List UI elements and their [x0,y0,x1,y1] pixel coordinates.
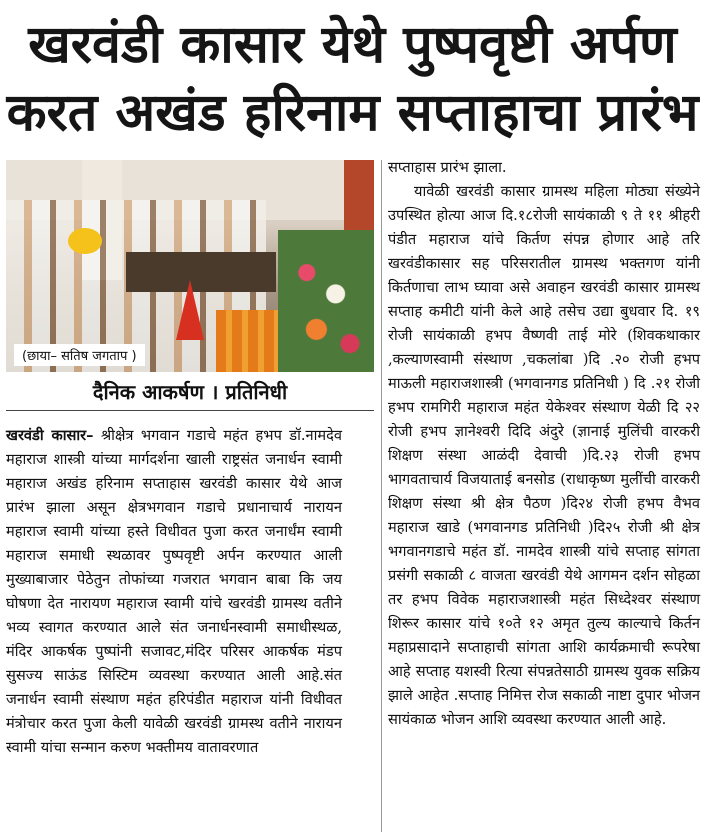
right-column-paragraph-1: सप्ताहास प्रारंभ झाला. [388,159,507,176]
column-divider [381,160,382,832]
news-photo [6,160,374,372]
left-column-paragraph [6,424,342,760]
left-column [6,424,342,760]
right-column [388,156,700,732]
headline-line-2: करत अखंड हरिनाम सप्ताहाचा प्रारंभ [6,83,699,143]
byline: दैनिक आकर्षण । प्रतिनिधी [92,380,288,404]
left-column-body: श्रीक्षेत्र भगवान गडाचे महंत हभप डॉ.नामदेव महाराज शास्त्री यांच्या मार्गदर्शना खाली राष्ट्रसंत जनार्धन स्वामी महाराज अखंड हरिनाम सप्ताहास खरवंडी कासार येथे आज प्रारंभ झाला असून क्षेत्रभगवान गडाचे प्रधानाचार्य नारायन महाराज स्वामी यांच्या हस्ते विधीवत पुजा करत जनार्धंम स्वामी महाराज समाधी स्थळावर पुष्पवृष्टी अर्पन करण्यात आली मुख्याबाजार पेठेतुन तोफांच्या गजरात भगवान बाबा कि जय घोषणा देत नारायण महाराज स्वामी यांचे खरवंडी ग्रामस्थ वतीने भव्य स्वागत करण्यात आले संत जनार्धनस्वामी समाधीस्थळ, मंदिर आकर्षक पुष्पांनी सजावट,मंदिर परिसर आकर्षक मंडप सुसज्य साऊंड सिस्टिम व्यवस्था करण्यात आली आहे.संत जनार्धन स्वामी संस्थाण महंत हरिपंडीत महाराज यांनी विधीवत मंत्रोचार करत पुजा केली यावेळी खरवंडी ग्रामस्थ वतीने नारायन स्वामी यांचा सन्मान करुण भक्तीमय वातावरणात [6,427,342,756]
headline-line-1: खरवंडी कासार येथे पुष्पवृष्टी अर्पण [28,15,677,75]
divider [6,410,374,411]
dateline: खरवंडी कासार– [6,427,94,444]
photo-turban [68,228,102,254]
headline [0,0,705,152]
photo-caption: (छाया– सतिष जगताप ) [14,344,145,366]
right-column-paragraph-2: यावेळी खरवंडी कासार ग्रामस्थ महिला मोठ्या संख्येने उपस्थित होत्या आज दि.१८रोजी सायंकाळी ९ ते ११ श्रीहरी पंडीत महाराज यांचे किर्तण संपन्न होणार आहे तरि खरवंडीकासार सह परिसरातील ग्रामस्थ भक्तगण यांनी किर्तणाचा लाभ घ्यावा असे अवाहन खरवंडी कासार ग्रामस्थ सप्ताह कमीटी यांनी केले आहे तसेच उद्या बुधवार दि. १९ रोजी सायंकाळी हभप वैष्णवी ताई मोरे (शिवकथाकार ,कल्याणस्वामी संस्थाण ,चकलांबा )दि .२० रोजी हभप माऊली महाराजशास्त्री (भगवानगड प्रतिनिधी ) दि .२१ रोजी हभप रामगिरी महाराज महंत येकेश्वर संस्थाण येळी दि २२ रोजी हभप ज्ञानेश्वरी दिदि अंदुरे (ज्ञानाई मुलिंची वारकरी शिक्षण संस्था आळंदी देवाची )दि.२३ रोजी हभप भागवताचार्य विजयाताई बनसोड (राधाकृष्ण मुलींची वारकरी शिक्षण संस्था श्री क्षेत्र पैठण )दि२४ रोजी हभप वैभव महाराज खाडे (भगवानगड प्रतिनिधी )दि२५ रोजी श्री क्षेत्र भगवानगडाचे महंत डॉ. नामदेव शास्त्री यांचे सप्ताह सांगता प्रसंगी सकाळी ८ वाजता खरवंडी येथे आगमन दर्शन सोहळा तर हभप विवेक महाराजशास्त्री महंत सिध्देश्वर संस्थाण शिरूर कासार यांचे १०ते १२ अमृत तुल्य काल्याचे किर्तन महाप्रसादाने सप्ताहाची सांगता आशि कार्यक्रमाची रूपरेषा आहे सप्ताह यशस्वी रित्या संपन्नतेसाठी ग्रामस्थ युवक सक्रिय झाले आहेत .सप्ताह निमित्त रोज सकाळी नाष्टा दुपार भोजन सायंकाळ भोजन आशि व्यवस्था करण्यात आली आहे. [388,183,700,728]
photo-red-flag [176,280,204,340]
photo-flower-bouquet [278,230,374,372]
